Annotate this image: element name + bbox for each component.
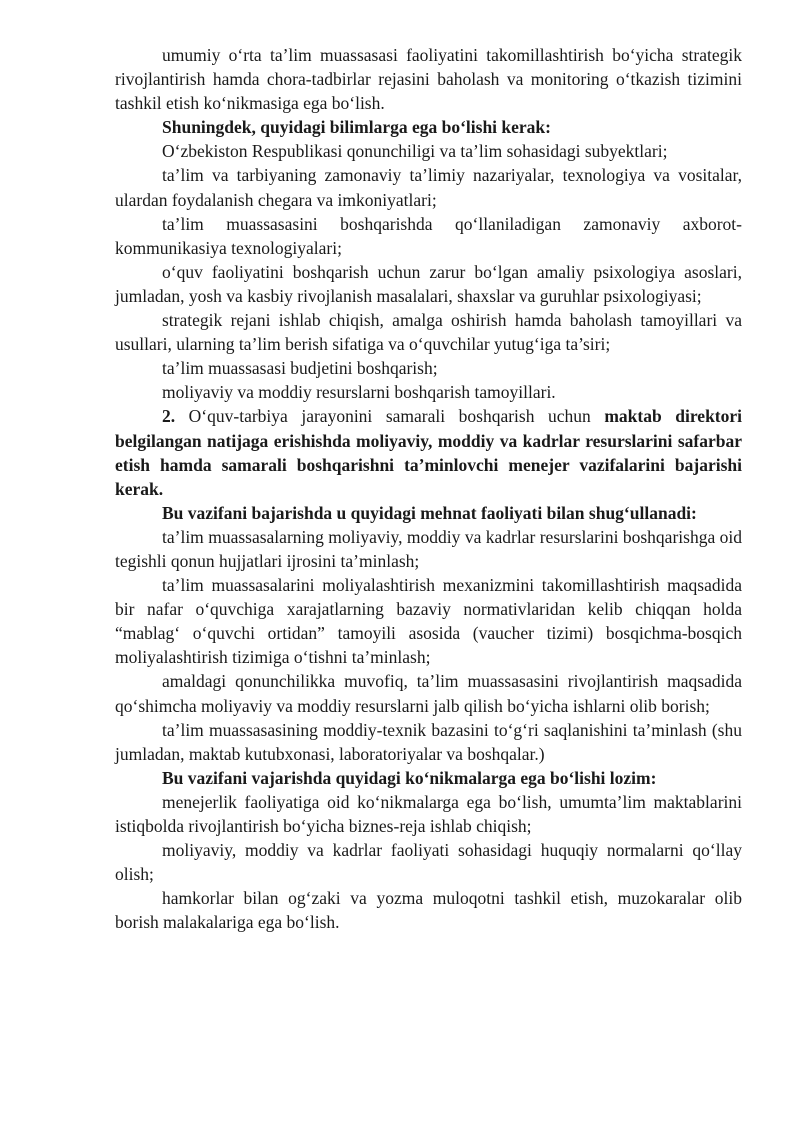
list-item: o‘quv faoliyatini boshqarish uchun zarur bo‘lgan amaliy psixologiya asoslari, jumladan, yosh va kasbiy rivojlanish masalalari, shaxslar va guruhlar psixologiyasi; — [115, 261, 742, 306]
list-item: hamkorlar bilan og‘zaki va yozma muloqotni tashkil etish, muzokaralar olib borish malakalariga ega bo‘lish. — [115, 888, 742, 933]
paragraph-number: 2. — [162, 406, 176, 427]
list-item: ta’lim muassasasi budjetini boshqarish; — [162, 358, 438, 379]
paragraph-text: O‘quv-tarbiya jarayonini samarali boshqarish uchun — [175, 406, 605, 427]
list-item: ta’lim muassasasini boshqarishda qo‘llaniladigan zamonaviy axborot-kommunikasiya texnologiyalari; — [115, 213, 742, 258]
paragraph: umumiy o‘rta ta’lim muassasasi faoliyatini takomillashtirish bo‘yicha strategik rivojlantirish hamda chora-tadbirlar rejasini baholash va monitoring o‘tkazish tizimini tashkil etish ko‘nikmasiga ega bo‘lish. — [115, 45, 742, 114]
paragraph-bold-text: maktab direktori belgilangan natijaga erishishda moliyaviy, moddiy va kadrlar resurslarini safarbar etish hamda samarali boshqarishni ta’minlovchi menejer vazifalarini bajarishi kerak. — [115, 406, 743, 499]
list-item: ta’lim muassasasining moddiy-texnik bazasini to‘g‘ri saqlanishini ta’minlash (shu jumladan, maktab kutubxonasi, laboratoriyalar va boshqalar.) — [115, 719, 742, 764]
list-item: strategik rejani ishlab chiqish, amalga oshirish hamda baholash tamoyillari va usullari, ularning ta’lim berish sifatiga va o‘quvchilar yutug‘iga ta’siri; — [115, 310, 742, 355]
list-item: moliyaviy, moddiy va kadrlar faoliyati sohasidagi huquqiy normalarni qo‘llay olish; — [115, 840, 742, 885]
document-page — [115, 43, 742, 934]
list-item: O‘zbekiston Respublikasi qonunchiligi va ta’lim sohasidagi subyektlari; — [162, 141, 668, 162]
numbered-paragraph — [115, 404, 742, 500]
list-item: ta’lim muassasalarini moliyalashtirish mexanizmini takomillashtirish maqsadida bir nafar o‘quvchiga xarajatlarning bazaviy normativlaridan kelib chiqqan holda “mablag‘ o‘quvchi ortidan” tamoyili asosida (vaucher tizimi) bosqichma-bosqich moliyalashtirish tizimiga o‘tishni ta’minlash; — [115, 575, 742, 668]
section-heading: Shuningdek, quyidagi bilimlarga ega bo‘lishi kerak: — [162, 117, 551, 138]
list-item: amaldagi qonunchilikka muvofiq, ta’lim muassasasini rivojlantirish maqsadida qo‘shimcha moliyaviy va moddiy resurslarni jalb qilish bo‘yicha ishlarni olib borish; — [115, 671, 742, 716]
section-heading: Bu vazifani vajarishda quyidagi ko‘nikmalarga ega bo‘lishi lozim: — [162, 767, 657, 788]
list-item: menejerlik faoliyatiga oid ko‘nikmalarga ega bo‘lish, umumta’lim maktablarini istiqbolda rivojlantirish bo‘yicha biznes-reja ishlab chiqish; — [115, 791, 742, 836]
list-item: ta’lim va tarbiyaning zamonaviy ta’limiy nazariyalar, texnologiya va vositalar, ulardan foydalanish chegara va imkoniyatlari; — [115, 165, 742, 210]
section-heading: Bu vazifani bajarishda u quyidagi mehnat faoliyati bilan shug‘ullanadi: — [162, 502, 697, 523]
list-item: ta’lim muassasalarning moliyaviy, moddiy va kadrlar resurslarini boshqarishga oid tegishli qonun hujjatlari ijrosini ta’minlash; — [115, 526, 742, 571]
list-item: moliyaviy va moddiy resurslarni boshqarish tamoyillari. — [162, 382, 556, 403]
